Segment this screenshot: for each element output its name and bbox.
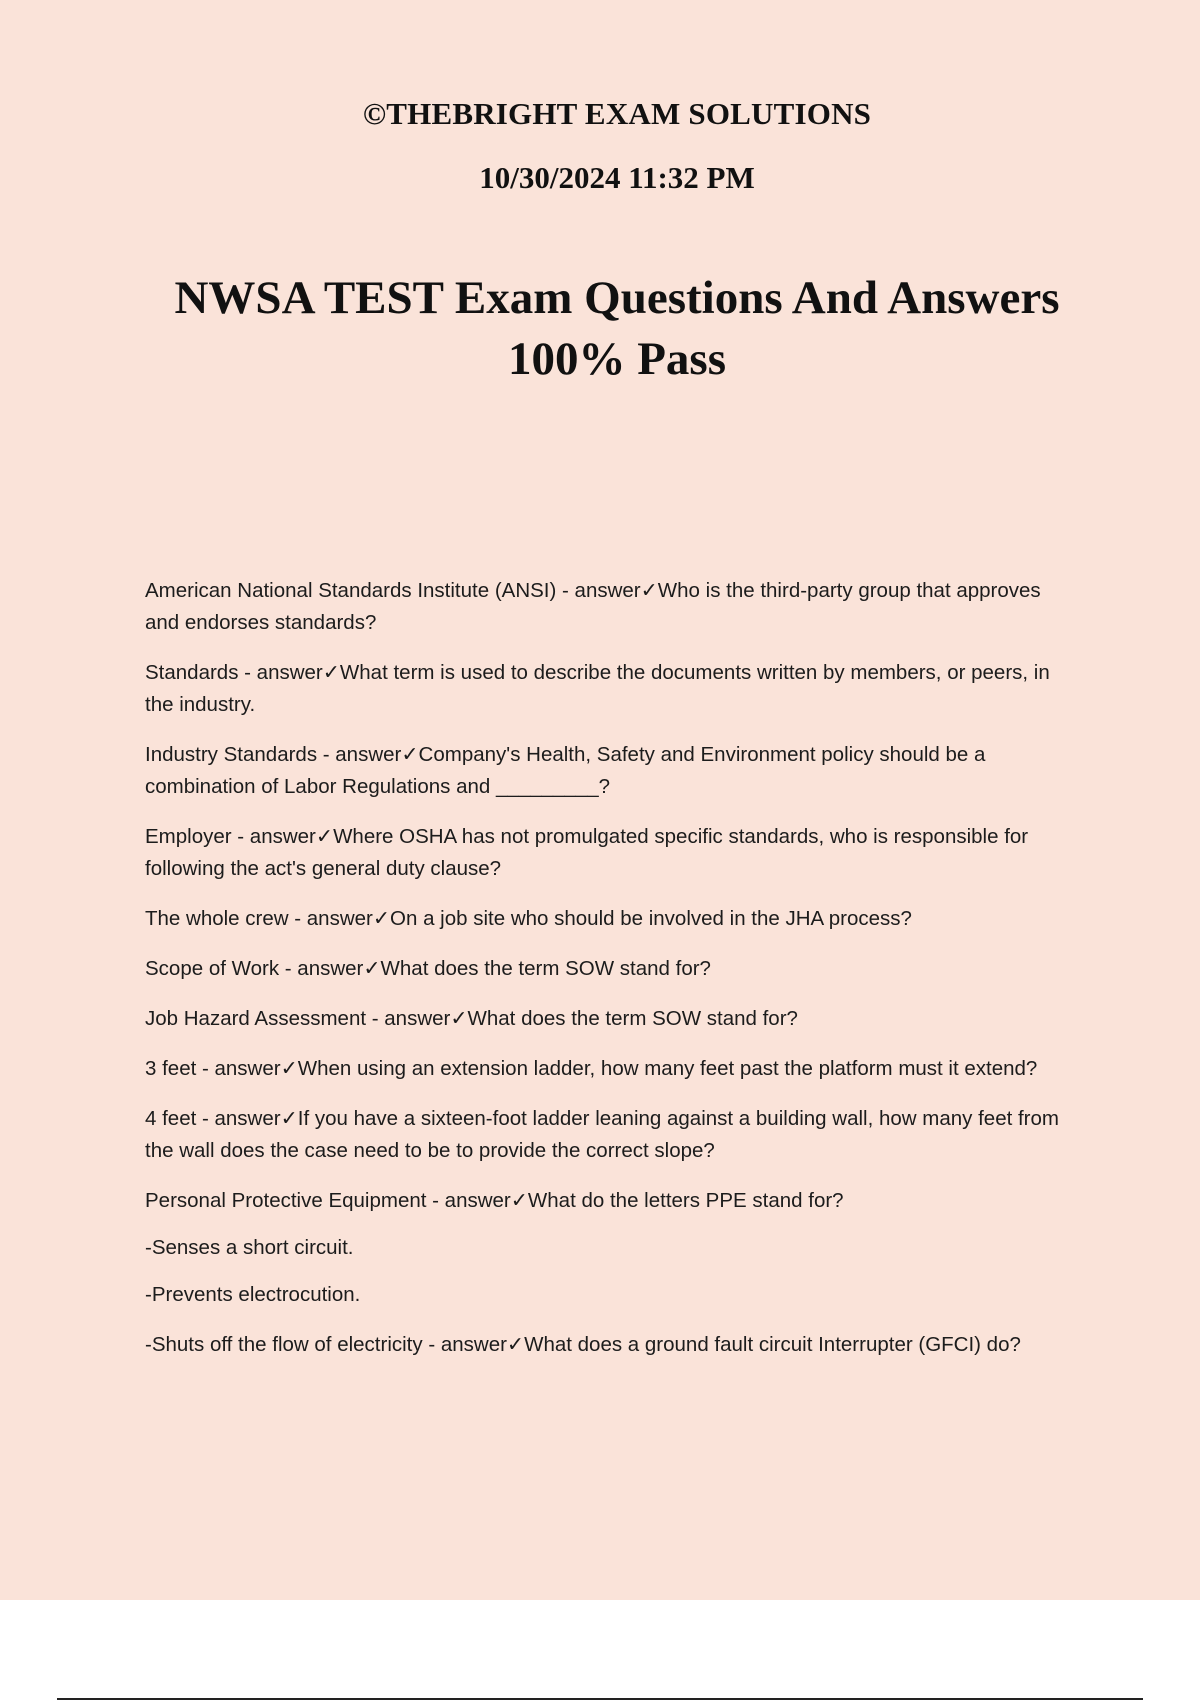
qa-item-3-feet: 3 feet - answer✓When using an extension ladder, how many feet past the platform must it extend? bbox=[145, 1057, 1038, 1080]
qa-item-scope-of-work: Scope of Work - answer✓What does the term SOW stand for? bbox=[145, 957, 711, 980]
qa-item-industry-standards: Industry Standards - answer✓Company's Health, Safety and Environment policy should be a combination of Labor Regulations and _________? bbox=[145, 743, 986, 798]
qa-item-whole-crew: The whole crew - answer✓On a job site who should be involved in the JHA process? bbox=[145, 907, 912, 930]
qa-item-prevents-electrocution: -Prevents electrocution. bbox=[145, 1283, 361, 1306]
qa-item-4-feet: 4 feet - answer✓If you have a sixteen-foot ladder leaning against a building wall, how many feet from the wall does the case need to be to provide the correct slope? bbox=[145, 1107, 1059, 1162]
qa-item-ppe: Personal Protective Equipment - answer✓What do the letters PPE stand for? bbox=[145, 1189, 844, 1212]
print-timestamp: 10/30/2024 11:32 PM bbox=[479, 160, 755, 195]
title-line-2: 100% Pass bbox=[507, 333, 727, 385]
qa-item-employer: Employer - answer✓Where OSHA has not promulgated specific standards, who is responsible for following the act's general duty clause? bbox=[145, 825, 1029, 880]
title-line-1: NWSA TEST Exam Questions And Answers bbox=[174, 272, 1060, 324]
qa-list bbox=[145, 575, 1080, 1379]
qa-item-gfci: -Shuts off the flow of electricity - answer✓What does a ground fault circuit Interrupter (GFCI) do? bbox=[145, 1333, 1021, 1356]
qa-item-standards: Standards - answer✓What term is used to describe the documents written by members, or peers, in the industry. bbox=[145, 661, 1050, 716]
document-title bbox=[100, 268, 1134, 390]
brand-header: ©THEBRIGHT EXAM SOLUTIONS bbox=[362, 96, 872, 131]
qa-item-job-hazard-assessment: Job Hazard Assessment - answer✓What does the term SOW stand for? bbox=[145, 1007, 798, 1030]
qa-item-ansi: American National Standards Institute (ANSI) - answer✓Who is the third-party group that approves and endorses standards? bbox=[145, 579, 1041, 634]
qa-item-senses-short-circuit: -Senses a short circuit. bbox=[145, 1236, 354, 1259]
